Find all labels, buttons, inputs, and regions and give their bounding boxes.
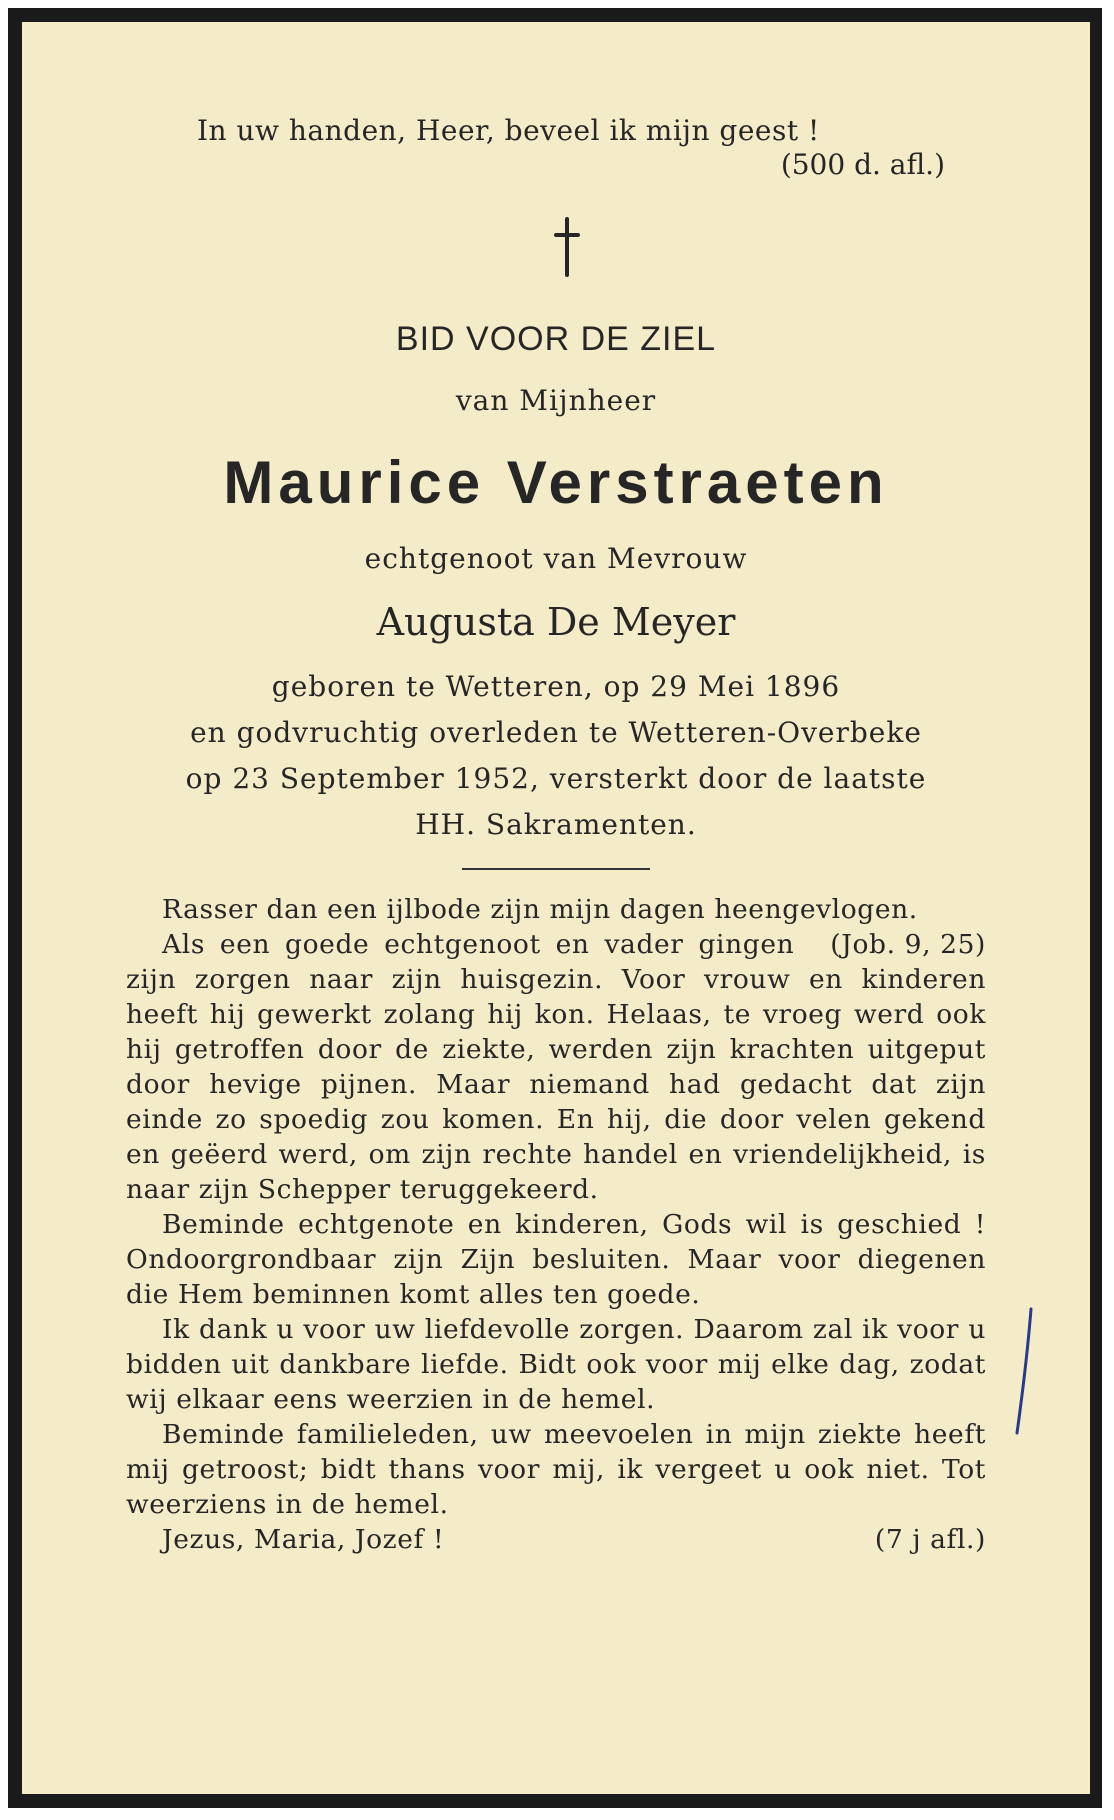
death-line-3: HH. Sakramenten. — [415, 808, 697, 841]
paragraph-3: Ik dank u voor uw liefdevolle zorgen. Daarom zal ik voor u bidden uit dankbare liefde. Bidt ook voor mij elke dag, zodat wij elkaar eens weerzien in de hemel. — [126, 1314, 986, 1415]
honorific-line: van Mijnheer — [455, 384, 657, 417]
cross-icon — [552, 217, 582, 277]
pen-mark-icon — [1014, 1307, 1034, 1437]
paragraph-2: Beminde echtgenote en kinderen, Gods wil is geschied ! Ondoorgrondbaar zijn Zijn besluiten. Maar voor diegenen die Hem beminnen komt alles ten goede. — [126, 1209, 986, 1310]
birth-line: geboren te Wetteren, op 29 Mei 1896 — [271, 670, 841, 703]
memorial-card — [8, 8, 1102, 1808]
spouse-intro: echtgenoot van Mevrouw — [364, 542, 748, 575]
death-line-2: op 23 September 1952, versterkt door de laatste — [185, 762, 927, 795]
spouse-name: Augusta De Meyer — [376, 600, 736, 644]
memorial-text — [126, 892, 986, 1557]
divider — [462, 868, 650, 870]
closing-indulgence: (7 j afl.) — [874, 1524, 986, 1555]
verse-text: Rasser dan een ijlbode zijn mijn dagen heengevlogen. — [162, 894, 918, 925]
deceased-name: Maurice Verstraeten — [223, 449, 889, 516]
death-line-1: en godvruchtig overleden te Wetteren-Overbeke — [190, 716, 922, 749]
opening-quote: In uw handen, Heer, beveel ik mijn geest ! — [197, 114, 820, 147]
paragraph-4: Beminde familieleden, uw meevoelen in mijn ziekte heeft mij getroost; bidt thans voor mij, ik vergeet u ook niet. Tot weerziens in de hemel. — [126, 1419, 986, 1520]
closing-line — [126, 1522, 986, 1557]
verse-reference: (Job. 9, 25) — [830, 929, 986, 960]
indulgence-note: (500 d. afl.) — [780, 148, 945, 181]
paragraph-1: Als een goede echtgenoot en vader gingen zijn zorgen naar zijn huisgezin. Voor vrouw en kinderen heeft hij gewerkt zolang hij kon. Helaas, te vroeg werd ook hij getroffen door de ziekte, werden zijn krachten uitgeput door hevige pijnen. Maar niemand had gedacht dat zijn einde zo spoedig zou komen. En hij, die door velen gekend en geëerd werd, om zijn rechte handel en vriendelijkheid, is naar zijn Schepper teruggekeerd. — [126, 929, 986, 1205]
closing-prayer: Jezus, Maria, Jozef ! — [162, 1524, 445, 1555]
bible-verse — [126, 892, 986, 960]
card-paper — [22, 22, 1090, 1794]
prayer-heading: BID VOOR DE ZIEL — [395, 320, 717, 358]
